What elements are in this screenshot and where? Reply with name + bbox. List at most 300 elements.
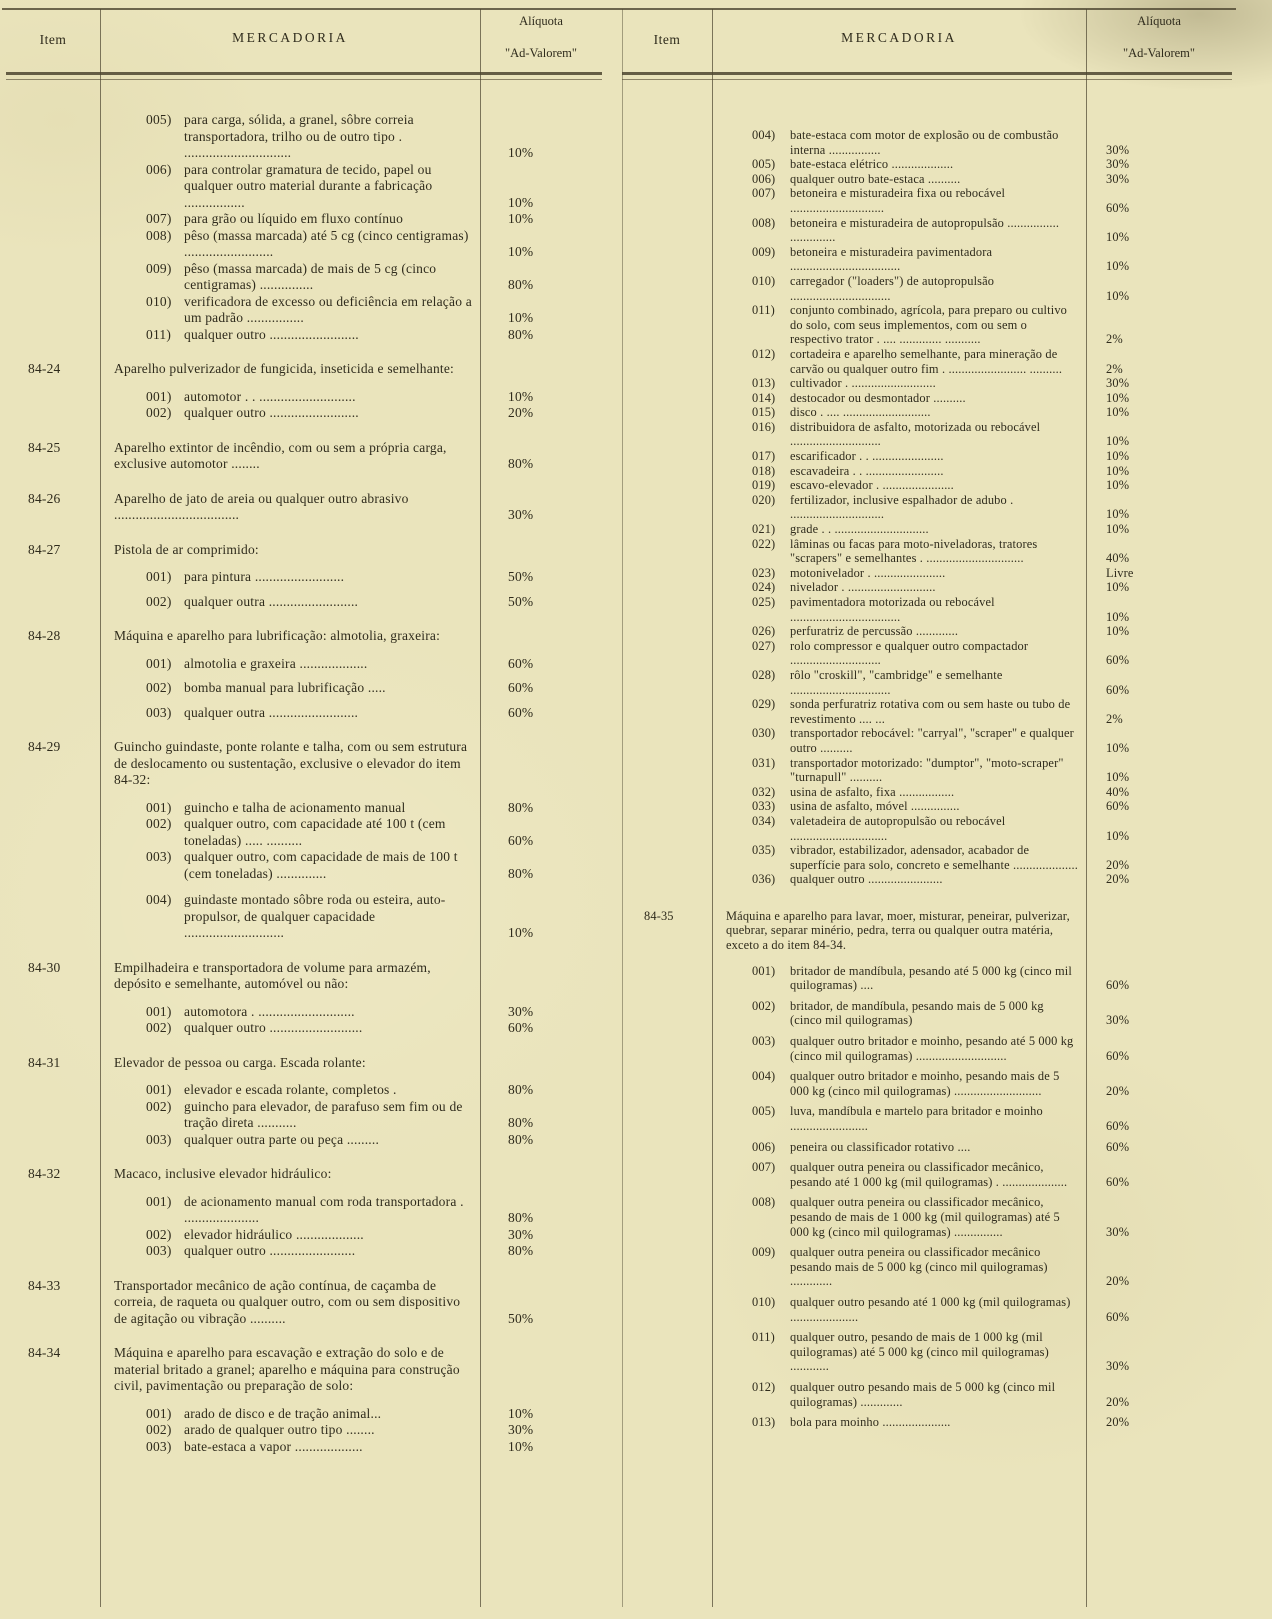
item-description: Elevador de pessoa ou carga. Escada rolante: (114, 1054, 366, 1070)
subitem-description (100, 405, 480, 422)
subitem-code: 007) (146, 211, 172, 226)
table-header-left (6, 10, 602, 72)
subitem-text: luva, mandíbula e martelo para britador e moinho ........................ (790, 1104, 1043, 1133)
subitem-code: 001) (146, 799, 172, 815)
subitem-description (100, 569, 480, 586)
item-number-spacer (622, 405, 712, 420)
subitem-text: qualquer outra parte ou peça ......... (184, 1131, 380, 1147)
item-number-spacer (6, 1082, 100, 1099)
subitem-code: 017) (752, 449, 776, 464)
subitem-description (100, 1082, 480, 1099)
item-number-spacer (622, 245, 712, 274)
subitem-description (712, 420, 1086, 449)
aliquota-rate: 60% (508, 1020, 534, 1035)
subitem-code: 007) (752, 186, 776, 201)
aliquota-rate: 30% (508, 1422, 534, 1437)
aliquota-rate (1086, 909, 1232, 953)
subitem-description (712, 1069, 1086, 1098)
subitem-text: pavimentadora motorizada ou rebocável .................................. (790, 595, 995, 624)
item-description: Máquina e aparelho para lavar, moer, misturar, peneirar, pulverizar, quebrar, separar minério, pedra, terra ou qualquer outra matéria, exceto a do item 84-34. (726, 908, 1070, 953)
subitem-description (100, 294, 480, 327)
subitem-code: 011) (752, 1330, 775, 1345)
subitem-code: 002) (752, 998, 776, 1013)
header-aliquota (480, 14, 602, 61)
subitem-code: 006) (752, 171, 776, 186)
entry-row (6, 1055, 602, 1072)
subitem-row (622, 1195, 1232, 1239)
subitem-description (712, 522, 1086, 537)
subitem-row (6, 705, 602, 722)
item-number-spacer (6, 1099, 100, 1132)
item-number-spacer (622, 580, 712, 595)
subitem-text: transportador motorizado: "dumptor", "moto-scraper" "turnapull" .......... (790, 755, 1064, 785)
subitem-description (712, 1245, 1086, 1289)
subitem-text: peneira ou classificador rotativo .... (790, 1139, 971, 1154)
aliquota-rate: 2% (1106, 332, 1123, 347)
subitem-text: guincho para elevador, de parafuso sem fim ou de tração direta ........... (184, 1098, 463, 1130)
item-number-spacer (6, 816, 100, 849)
subitem-code: 001) (146, 1405, 172, 1421)
left-page-half (6, 0, 602, 1619)
item-number: 84-26 (28, 490, 61, 506)
item-number-spacer (6, 112, 100, 162)
subitem-text: qualquer outro, com capacidade até 100 t (cem toneladas) ..... .......... (184, 816, 446, 848)
subitem-text: cortadeira e aparelho semelhante, para mineração de carvão ou qualquer outro fim . ........................ .......... (790, 346, 1063, 376)
subitem-code: 004) (146, 892, 172, 907)
subitem-code: 002) (146, 1020, 172, 1035)
subitem-text: sonda perfuratriz rotativa com ou sem haste ou tubo de revestimento .... ... (790, 697, 1071, 726)
item-number-spacer (622, 697, 712, 726)
item-number-spacer (622, 1140, 712, 1155)
item-number-spacer (6, 705, 100, 722)
subitem-description (100, 656, 480, 673)
aliquota-rate: 60% (508, 832, 534, 848)
item-number-spacer (622, 1160, 712, 1189)
item-description: Macaco, inclusive elevador hidráulico: (114, 1166, 332, 1181)
subitem-description (712, 1380, 1086, 1409)
item-number-spacer (622, 1034, 712, 1063)
subitem-code: 001) (752, 963, 776, 978)
subitem-text: vibrador, estabilizador, adensador, acabador de superfície para solo, concreto e semelhante .................... (790, 843, 1078, 872)
subitem-code: 009) (752, 1245, 776, 1260)
item-number-spacer (6, 211, 100, 228)
subitem-description (100, 1194, 480, 1227)
subitem-description (712, 157, 1086, 172)
subitem-code: 002) (146, 405, 172, 420)
subitem-text: qualquer outra ......................... (184, 593, 359, 609)
subitem-code: 004) (752, 1069, 776, 1084)
subitem-row (622, 799, 1232, 814)
subitem-description (712, 478, 1086, 493)
aliquota-rate: 10% (1106, 288, 1130, 303)
subitem-text: qualquer outra ......................... (184, 704, 359, 720)
item-number: 84-32 (28, 1166, 61, 1181)
subitem-code: 001) (146, 1193, 172, 1209)
subitem-text: qualquer outra peneira ou classificador mecânico pesando mais de 5 000 kg (cinco mil quilogramas) ............. (790, 1245, 1048, 1289)
aliquota-rate: 20% (1106, 857, 1130, 872)
subitem-description (100, 1439, 480, 1456)
item-number: 84-30 (28, 959, 61, 975)
aliquota-rate (480, 960, 602, 993)
aliquota-rate: 10% (1106, 434, 1130, 449)
subitem-row (622, 639, 1232, 668)
item-number-spacer (622, 186, 712, 215)
item-number-spacer (6, 892, 100, 942)
aliquota-rate: 60% (1106, 799, 1130, 814)
entry-row (6, 960, 602, 993)
subitem-text: qualquer outro ......................... (184, 405, 359, 420)
subitem-code: 001) (146, 388, 172, 404)
subitem-text: qualquer outro pesando mais de 5 000 kg (cinco mil quilogramas) ............. (790, 1379, 1056, 1409)
item-number-spacer (6, 261, 100, 294)
subitem-description (712, 580, 1086, 595)
subitem-text: valetadeira de autopropulsão ou rebocável .............................. (790, 813, 1006, 843)
subitem-code: 008) (752, 1195, 776, 1210)
subitem-description (712, 186, 1086, 215)
subitem-description (712, 999, 1086, 1028)
subitem-description (712, 639, 1086, 668)
item-description: Empilhadeira e transportadora de volume para armazém, depósito e semelhante, automóvel ou não: (114, 959, 431, 991)
item-number-spacer (622, 872, 712, 887)
item-number-spacer (6, 162, 100, 212)
subitem-description (100, 162, 480, 212)
subitem-row (622, 1415, 1232, 1430)
aliquota-rate: 10% (1106, 478, 1130, 493)
item-number-spacer (622, 157, 712, 172)
subitem-description (100, 1020, 480, 1037)
subitem-row (6, 1227, 602, 1244)
aliquota-rate: 60% (1106, 1309, 1130, 1324)
subitem-row (622, 1245, 1232, 1289)
subitem-row (6, 1422, 602, 1439)
subitem-code: 035) (752, 843, 776, 858)
subitem-code: 009) (146, 260, 172, 276)
subitem-description (100, 112, 480, 162)
aliquota-rate: 10% (508, 145, 534, 160)
subitem-row (6, 405, 602, 422)
aliquota-rate: 10% (1106, 740, 1130, 755)
aliquota-rate: 30% (508, 507, 534, 522)
item-number-spacer (622, 964, 712, 993)
subitem-text: nivelador . ........................... (790, 580, 936, 595)
aliquota-rate: 10% (508, 1438, 534, 1454)
item-number-spacer (622, 420, 712, 449)
header-aliquota-line1: Alíquota (519, 14, 563, 28)
aliquota-rate: 10% (1106, 609, 1130, 624)
item-description: Transportador mecânico de ação contínua, de caçamba de correia, de raqueta ou qualquer outro, com ou sem dispositivo de agitação ou vibração .......... (114, 1277, 461, 1326)
item-number-spacer (622, 128, 712, 157)
header-mercadoria: MERCADORIA (841, 30, 957, 45)
header-item: Item (39, 32, 67, 47)
aliquota-rate: 10% (508, 211, 534, 226)
aliquota-rate: 30% (1106, 1359, 1130, 1374)
subitem-row (622, 216, 1232, 245)
subitem-code: 010) (146, 293, 172, 309)
subitem-code: 025) (752, 595, 776, 609)
subitem-text: elevador e escada rolante, completos . (184, 1082, 397, 1097)
subitem-description (712, 1330, 1086, 1374)
aliquota-rate: 30% (1106, 142, 1130, 157)
item-number-spacer (622, 478, 712, 493)
aliquota-rate: 60% (1106, 653, 1130, 668)
aliquota-rate: 10% (1106, 390, 1130, 405)
subitem-row (622, 1330, 1232, 1374)
subitem-description (100, 849, 480, 882)
subitem-text: bate-estaca com motor de explosão ou de combustão interna ................ (790, 128, 1059, 157)
subitem-row (622, 814, 1232, 843)
aliquota-rate (480, 1055, 602, 1072)
subitem-description (712, 624, 1086, 639)
subitem-row (622, 186, 1232, 215)
subitem-text: escavadeira . . ........................ (790, 463, 944, 478)
aliquota-rate: 40% (1106, 784, 1130, 799)
subitem-description (100, 705, 480, 722)
aliquota-rate: 60% (1106, 1119, 1130, 1133)
item-number-spacer (6, 1194, 100, 1227)
subitem-row (622, 872, 1232, 887)
item-description: Guincho guindaste, ponte rolante e talha, com ou sem estrutura de deslocamento ou sustentação, exclusive o elevador do item 84-32: (114, 739, 468, 787)
subitem-text: bola para moinho ..................... (790, 1415, 951, 1430)
subitem-text: para pintura ......................... (184, 569, 345, 584)
subitem-row (622, 756, 1232, 785)
item-number-spacer (622, 1245, 712, 1289)
aliquota-rate: 60% (1106, 1048, 1130, 1063)
subitem-code: 001) (146, 1082, 172, 1097)
subitem-code: 029) (752, 697, 776, 712)
subitem-row (622, 157, 1232, 172)
subitem-row (622, 1295, 1232, 1324)
subitem-code: 012) (752, 346, 776, 361)
header-rule-thick (6, 72, 602, 75)
item-number: 84-35 (644, 908, 674, 923)
subitem-row (6, 1082, 602, 1099)
item-number: 84-34 (28, 1345, 61, 1360)
subitem-code: 001) (146, 655, 172, 671)
item-number-spacer (622, 1195, 712, 1239)
subitem-row (6, 162, 602, 212)
subitem-code: 008) (146, 227, 172, 243)
entry-row (6, 1166, 602, 1183)
subitem-code: 010) (752, 1294, 776, 1309)
aliquota-rate: 80% (508, 1115, 534, 1130)
aliquota-rate: 30% (1106, 1224, 1130, 1239)
aliquota-rate: 30% (508, 1003, 534, 1019)
subitem-text: carregador ("loaders") de autopropulsão ............................... (790, 273, 995, 303)
item-number-spacer (622, 493, 712, 522)
item-number-spacer (622, 639, 712, 668)
item-number-spacer (6, 1020, 100, 1037)
subitem-text: grade . . ............................. (790, 522, 929, 537)
aliquota-rate: 20% (1106, 1415, 1130, 1430)
right-page-half (622, 0, 1232, 1619)
aliquota-rate: 80% (508, 1243, 534, 1258)
subitem-text: arado de qualquer outro tipo ........ (184, 1422, 375, 1437)
item-number-spacer (6, 1132, 100, 1149)
subitem-description (712, 376, 1086, 391)
item-number-spacer (622, 999, 712, 1028)
subitem-code: 036) (752, 872, 776, 887)
subitem-code: 001) (146, 1003, 172, 1019)
subitem-description (100, 1243, 480, 1260)
subitem-description (712, 785, 1086, 800)
item-number-spacer (6, 1439, 100, 1456)
aliquota-rate: 50% (508, 1310, 534, 1326)
subitem-code: 003) (146, 1131, 172, 1147)
subitem-row (6, 1020, 602, 1037)
aliquota-rate (480, 1166, 602, 1183)
subitem-row (622, 405, 1232, 420)
subitem-row (6, 594, 602, 611)
aliquota-rate (480, 739, 602, 789)
right-table-body (622, 82, 1232, 1619)
subitem-code: 019) (752, 478, 776, 493)
subitem-text: pêso (massa marcada) de mais de 5 cg (cinco centigramas) ............... (184, 260, 437, 292)
item-number: 84-27 (28, 541, 61, 557)
entry-row (622, 909, 1232, 953)
subitem-description (712, 493, 1086, 522)
subitem-text: verificadora de excesso ou deficiência em relação a um padrão ................ (184, 293, 472, 325)
subitem-description (712, 464, 1086, 479)
subitem-code: 002) (146, 1422, 172, 1437)
subitem-text: para carga, sólida, a granel, sôbre correia transportadora, trilho ou de outro tipo . .............................. (184, 112, 414, 160)
item-number-spacer (6, 569, 100, 586)
aliquota-rate: 60% (508, 680, 534, 695)
subitem-text: bomba manual para lubrificação ..... (184, 680, 386, 695)
item-number-spacer (622, 785, 712, 800)
subitem-description (712, 172, 1086, 187)
aliquota-rate: 10% (1106, 449, 1130, 464)
item-description: Aparelho pulverizador de fungicida, inseticida e semelhante: (114, 361, 454, 376)
subitem-row (622, 697, 1232, 726)
header-rule-thin (6, 79, 602, 80)
subitem-description (712, 814, 1086, 843)
subitem-row (6, 656, 602, 673)
aliquota-rate: 80% (508, 326, 534, 342)
item-number-spacer (6, 228, 100, 261)
aliquota-rate: 2% (1106, 711, 1123, 726)
entry-row (6, 361, 602, 378)
item-number-spacer (6, 1406, 100, 1423)
subitem-text: guindaste montado sôbre roda ou esteira, auto-propulsor, de qualquer capacidade ............................ (184, 892, 446, 940)
subitem-description (712, 405, 1086, 420)
aliquota-rate: 10% (1106, 580, 1130, 595)
subitem-row (622, 595, 1232, 624)
aliquota-rate: 80% (508, 1210, 534, 1225)
aliquota-rate: 50% (508, 593, 534, 609)
subitem-description (100, 1227, 480, 1244)
header-mercadoria: MERCADORIA (232, 30, 348, 45)
subitem-text: lâminas ou facas para moto-niveladoras, tratores "scrapers" e semelhantes . .............................. (790, 536, 1038, 566)
subitem-description (712, 1140, 1086, 1155)
item-number: 84-33 (28, 1277, 61, 1293)
subitem-row (6, 389, 602, 406)
header-rule-thick (622, 72, 1232, 75)
subitem-description (712, 1415, 1086, 1430)
subitem-text: qualquer outro britador e moinho, pesando mais de 5 000 kg (cinco mil quilogramas) ........................... (790, 1069, 1060, 1098)
subitem-text: guincho e talha de acionamento manual (184, 799, 406, 815)
subitem-text: automotor . . ........................... (184, 388, 356, 404)
subitem-description (100, 261, 480, 294)
subitem-code: 010) (752, 273, 776, 288)
subitem-description (712, 391, 1086, 406)
subitem-description (712, 347, 1086, 376)
subitem-description (100, 594, 480, 611)
item-number-spacer (622, 1295, 712, 1324)
subitem-text: qualquer outro, com capacidade de mais de 100 t (cem toneladas) .............. (184, 849, 458, 881)
subitem-code: 002) (146, 593, 172, 609)
item-number-spacer (622, 1104, 712, 1133)
aliquota-rate: 10% (508, 388, 534, 404)
item-number: 84-24 (28, 361, 61, 376)
subitem-text: conjunto combinado, agrícola, para preparo ou cultivo do solo, com seus implementos, com ou sem o respectivo trator . .... ............. ........... (790, 303, 1068, 347)
item-number-spacer (6, 1243, 100, 1260)
subitem-code: 003) (146, 1243, 172, 1258)
item-number-spacer (622, 522, 712, 537)
subitem-text: qualquer outro, pesando de mais de 1 000 kg (mil quilogramas) até 5 000 kg (cinco mil quilogramas) ............ (790, 1330, 1049, 1374)
item-number-spacer (622, 1415, 712, 1430)
subitem-code: 005) (752, 1104, 776, 1119)
subitem-text: arado de disco e de tração animal... (184, 1405, 382, 1421)
subitem-row (6, 1194, 602, 1227)
aliquota-rate: 10% (508, 244, 534, 259)
subitem-description (712, 799, 1086, 814)
aliquota-rate: 80% (508, 1082, 534, 1097)
aliquota-rate: 10% (508, 925, 534, 940)
subitem-description (100, 1132, 480, 1149)
aliquota-rate: 10% (1106, 624, 1130, 639)
subitem-row (622, 172, 1232, 187)
item-description: Máquina e aparelho para escavação e extração do solo e de material britado a granel; aparelho e máquina para construção civil, pavimentação ou preparação de solo: (114, 1345, 460, 1393)
entry-row (6, 1345, 602, 1395)
subitem-code: 034) (752, 813, 776, 828)
subitem-row (622, 1380, 1232, 1409)
aliquota-rate: 80% (508, 277, 534, 292)
entry-row (6, 1278, 602, 1328)
header-item: Item (653, 32, 681, 47)
subitem-description (712, 595, 1086, 624)
aliquota-rate (480, 542, 602, 559)
item-number-spacer (622, 391, 712, 406)
aliquota-rate: 30% (1106, 157, 1130, 172)
subitem-text: fertilizador, inclusive espalhador de adubo . ............................. (790, 492, 1014, 522)
aliquota-rate: 10% (1106, 463, 1130, 478)
subitem-code: 023) (752, 565, 776, 580)
subitem-row (6, 327, 602, 344)
subitem-row (622, 964, 1232, 993)
entry-row (6, 440, 602, 473)
subitem-text: qualquer outro .......................... (184, 1020, 363, 1035)
subitem-code: 001) (146, 569, 172, 584)
subitem-description (712, 1034, 1086, 1063)
item-number: 84-28 (28, 628, 61, 643)
subitem-text: para grão ou líquido em fluxo contínuo (184, 211, 404, 226)
subitem-row (622, 391, 1232, 406)
item-number-spacer (622, 1380, 712, 1409)
item-number-spacer (622, 1069, 712, 1098)
aliquota-rate: 60% (1106, 682, 1130, 697)
aliquota-rate (480, 1345, 602, 1395)
subitem-description (712, 843, 1086, 872)
subitem-code: 005) (146, 112, 172, 127)
aliquota-rate: 10% (1106, 230, 1130, 245)
subitem-description (100, 389, 480, 406)
subitem-row (6, 261, 602, 294)
subitem-text: escarificador . . ...................... (790, 449, 944, 464)
aliquota-rate: 2% (1106, 361, 1123, 376)
subitem-code: 003) (146, 849, 172, 864)
subitem-text: betoneira e misturadeira fixa ou rebocável ............................. (790, 186, 1006, 215)
subitem-description (712, 1295, 1086, 1324)
